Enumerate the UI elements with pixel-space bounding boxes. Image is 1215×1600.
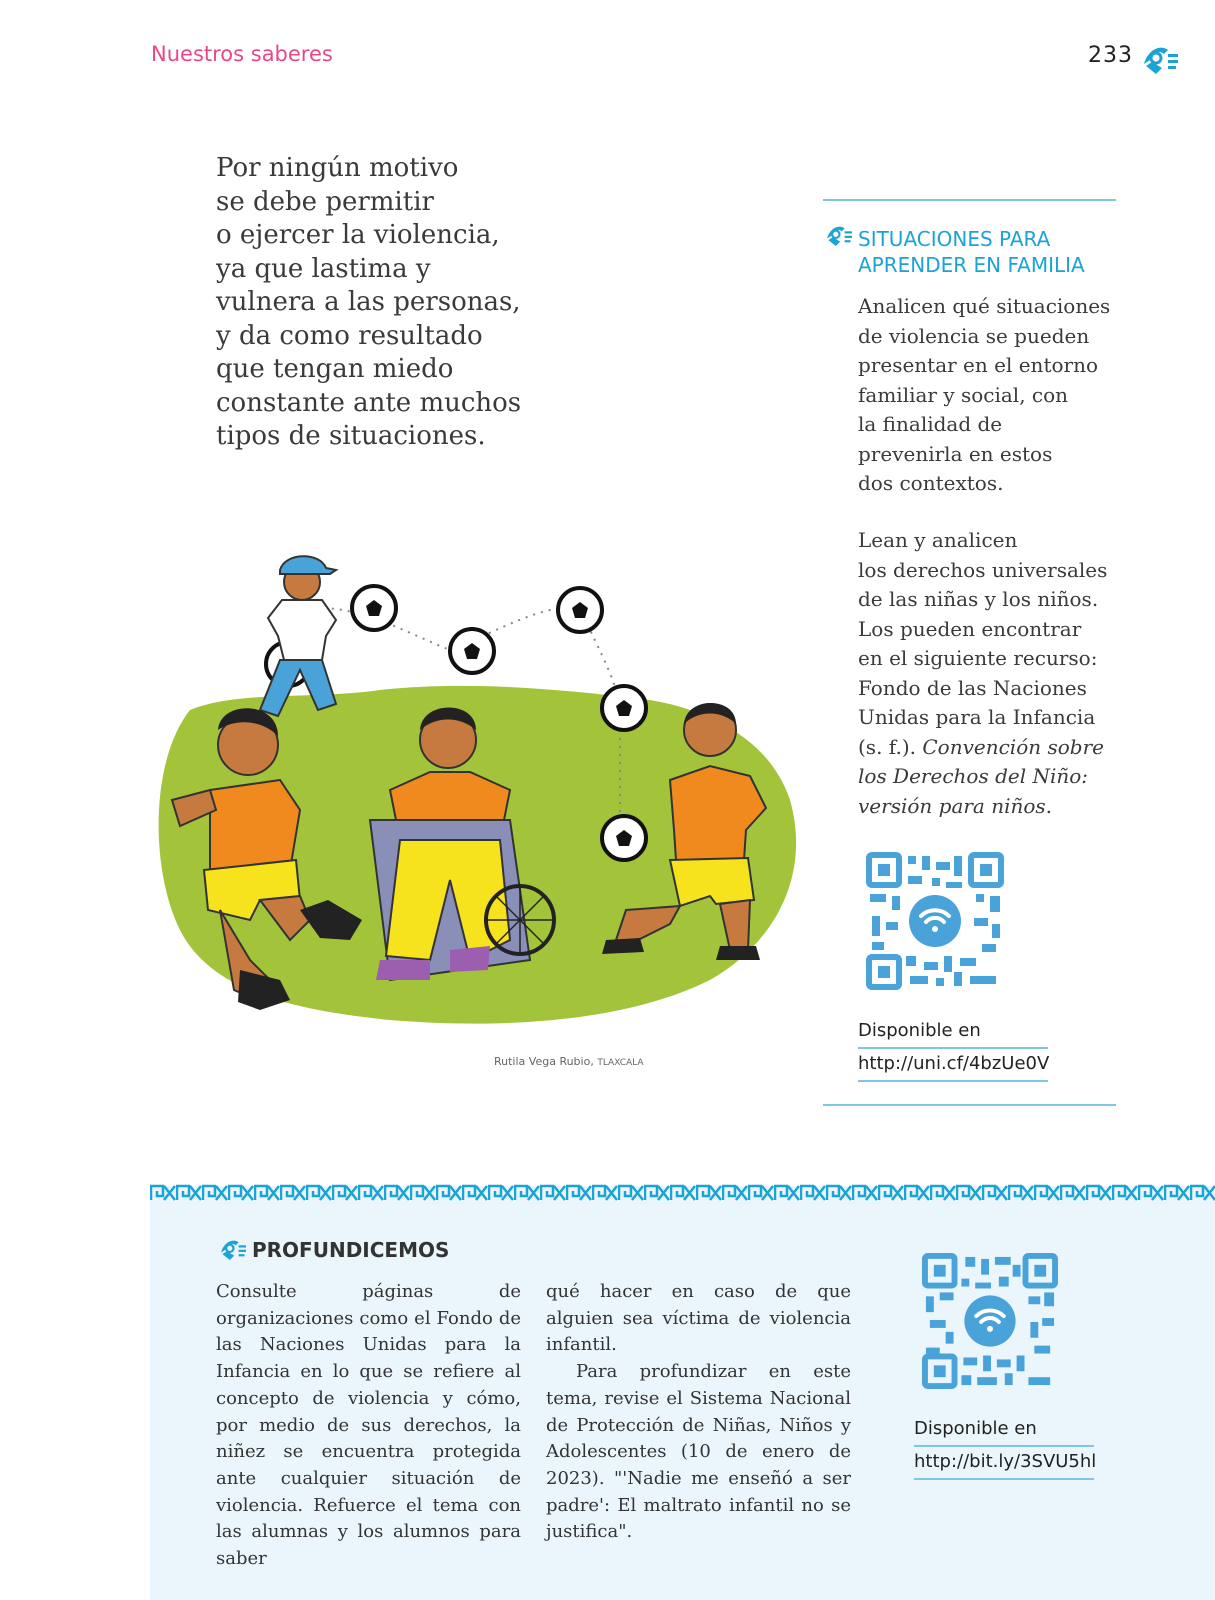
text-line: de las niñas y los niños. (858, 587, 1099, 611)
text-line: Unidas para la Infancia (858, 705, 1096, 729)
qr-code[interactable] (866, 852, 1004, 990)
credit-place: TLAXCALA (597, 1058, 644, 1068)
main-line: se debe permitir (216, 186, 434, 217)
resource-url[interactable]: http://uni.cf/4bzUe0V (858, 1049, 1048, 1082)
main-line: o ejercer la violencia, (216, 220, 500, 250)
sidebar-paragraph-1 (858, 292, 1123, 499)
hand-spiral-icon (1138, 40, 1180, 78)
main-line: constante ante muchos (216, 387, 522, 418)
text-line: familiar y social, con (858, 382, 1069, 407)
sidebar-paragraph-2 (858, 526, 1123, 821)
qr-code[interactable] (922, 1253, 1058, 1389)
main-line: y da como resultado (216, 320, 483, 351)
sidebar-title-line: APRENDER EN FAMILIA (858, 253, 1085, 277)
main-line: ya que lastima y (216, 253, 431, 284)
page-number: 233 (1088, 43, 1133, 68)
text-line: la finalidad de (858, 412, 1003, 436)
text-line: en el siguiente recurso: (858, 646, 1098, 670)
hand-spiral-icon (216, 1235, 248, 1263)
sidebar-title (858, 226, 1118, 278)
column-paragraph: Para profundizar en este tema, revise el Sistema Nacional de Protección de Niñas, Niños y Adolescentes (10 de enero de 2023). "'Nadie me enseñó a ser padre': El maltrato infantil no se justifica". (546, 1361, 851, 1543)
greca-border (150, 1183, 1215, 1203)
main-line: vulnera a las personas, (216, 287, 521, 317)
main-line: Por ningún motivo (216, 153, 459, 183)
text-line: versión para niños. (858, 793, 1053, 818)
profundicemos-title: PROFUNDICEMOS (252, 1238, 450, 1262)
credit-author: Rutila Vega Rubio, (494, 1055, 594, 1068)
sidebar-title-line: SITUACIONES PARA (858, 227, 1051, 251)
sidebar-top-rule (823, 199, 1116, 201)
column-paragraph: qué hacer en caso de que alguien sea víctima de violencia infantil. (546, 1281, 851, 1356)
section-title: Nuestros saberes (151, 42, 333, 66)
text-line: de violencia se pueden (858, 323, 1090, 348)
profundicemos-column-2 (546, 1279, 851, 1546)
citation-title: Convención sobre (922, 734, 1104, 759)
text-line: dos contextos. (858, 471, 1004, 495)
text-line: los Derechos del Niño: (858, 764, 1089, 788)
children-soccer-illustration (150, 540, 810, 1050)
main-line: tipos de situaciones. (216, 421, 486, 451)
illustration-credit (494, 1055, 644, 1068)
main-paragraph (216, 152, 546, 454)
text-line (858, 733, 1123, 763)
available-label: Disponible en (858, 1016, 1048, 1049)
availability-link[interactable] (914, 1414, 1097, 1480)
sidebar-bottom-rule (823, 1104, 1116, 1106)
text-line: Lean y analicen (858, 528, 1018, 552)
main-line: que tengan miedo (216, 354, 454, 384)
available-label: Disponible en (914, 1414, 1094, 1447)
text-line: Los pueden encontrar (858, 616, 1082, 641)
availability-link[interactable] (858, 1016, 1048, 1082)
citation-date: (s. f.). (858, 734, 923, 759)
text-line: presentar en el entorno (858, 353, 1098, 377)
column-paragraph: Consulte páginas de organizaciones como el Fondo de las Naciones Unidas para la Infancia en lo que se refiere al concepto de violencia y cómo, por medio de sus derechos, la niñez se encuentra protegida ante cualquier situación de violencia. Refuerce el tema con las alumnas y los alumnos para saber (216, 1281, 521, 1570)
resource-url[interactable]: http://bit.ly/3SVU5hl (914, 1447, 1094, 1480)
text-line: Analicen qué situaciones (858, 294, 1111, 318)
profundicemos-column-1 (216, 1279, 521, 1573)
text-line: prevenirla en estos (858, 441, 1053, 466)
text-line: los derechos universales (858, 557, 1108, 582)
hand-spiral-icon (822, 221, 854, 249)
text-line: Fondo de las Naciones (858, 675, 1087, 700)
